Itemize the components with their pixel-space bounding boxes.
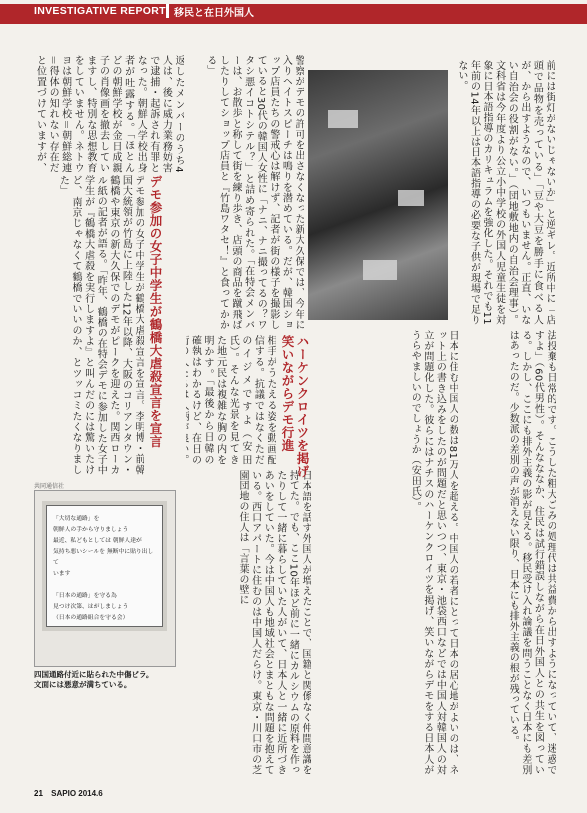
page-footer: [34, 789, 103, 798]
article-column-1: 法投棄も日常的です。こうした粗大ごみの処理代は共益費から出すようになっていて、迷惑ですよ」（60代男性）。そんなななか、住民は試行錯誤しながら在日外国人との共生を図っている。しかし、ここにも排外主義の影が見える。移民受け入れ論議を問うことなく日本にも差別はあったのだ。少数派の差別の声が消えない限り、日本にも排外主義の根が残っている。: [507, 330, 556, 775]
article-column-6: 警察がデモの許可を出さなくなった新大久保では、今年に入りヘイトスピーチは鳴りを潜めている。だが、韓国ショップ店員たちの警戒心は解けず、記者が街の様子を撮影していると30代の韓国人女性に「ナニ、ナニ撮ってるの？ワタシ悪イコトシテル？」と詰め寄られた。「在特会メンバーは、お散歩と称して街を練り歩き、店頭の商品を蹴飛ばしたりしてショップ店員と『竹島ワタセ！』と食ってかかる」: [204, 55, 304, 330]
article-column-2: 日本に住む中国人の数は81万人を超える。中国人の若者にとって日本の居心地がよいのは、ネット上の書き込みをしたのが問題だと思いつつ、東京・池袋西口などでは中国人対韓国人の対立が問題化した。彼らにはナチスのハーケンクロイツを掲げ、笑いながらデモをする日本人がうらやましいのでしょうか（安田氏）。: [409, 330, 458, 775]
hate-flyer: [46, 505, 163, 627]
article-photo: [308, 70, 448, 320]
flyer-caption: 四国通路付近に貼られた中傷ビラ。 文面には悪意が満ちている。: [34, 670, 154, 689]
photo-credit: 共同通信社: [34, 483, 65, 490]
article-column-3: 前には街灯がないじゃないか」と逆ギレ。近所中に「店頭で品物を売っている」「豆や大豆を勝手に食べる人が、から出すようなので、いつもいません。正直、いない自治会の役割がない。」（団地敷地内の自治会理事）。文科省は今年度より公立小中学校の外国人児童生徒を対象に日本語指導のカリキュラムを強化した。それでも11年前の14年以上は日本語指導の必要な子供が現場で足りない。: [455, 60, 555, 325]
magazine-issue: SAPIO 2014.6: [51, 789, 103, 798]
article-column-5: 相手がうたえる姿を動画配信する。抗議ではなくただのイジメですよ（安田氏）。そんな光景を見てきた地元民は複雑な胸の内を明かす。「最後から日韓の確執はわかるけど、在日の: [189, 335, 276, 465]
subheadline-tsuruhashi: デモ参加の女子中学生が鶴橋大虐殺宣言を宣言: [148, 175, 163, 448]
page-number: 21: [34, 789, 43, 798]
subheadline-hakenkreuz: ハーケンクロイツを掲げ笑いながらデモ行進: [280, 335, 310, 478]
header-divider: [166, 4, 169, 18]
section-title: 移民と在日外国人: [174, 8, 254, 19]
article-column-8: 返したメンバーのうち4人は、後に威力業務妨害で逮捕・起訴され有罪となった。朝鮮人学校出身者が吐露する。「ほとんどの朝鮮学校が金日成親子の肖像画を撤去していますし、特別な思想教育をしていません。ネトウヨは朝鮮学校＝朝鮮総連＝得体の知れない存在だと位置づけていますが、: [34, 55, 184, 173]
article-column-4: 日本語を話す外国人が増えたことで、国籍と関係なく仲間意識を持てた。でも、ここ10年ほど前に一緒にカルシウムの原料を作ったりして一緒に暮らしていた人がいて、日本人と一緒に近所づきあいをしていた。今は中国人も地域社会とまともな問題を抱えている。西口アパートに住むのは中国人だらけ。東京・川口市の芝園団地の住人は「言葉の壁に: [237, 470, 311, 775]
flyer-text: 「大切な通路」を 朝鮮人の手から守りましょう 最近、私どもとしては 朝鮮人達が 気持ち悪いシールを 無断中に貼り出して います 「日本の通路」を守る為 見つけ次第、はがしましょう （日本の通路組合を守る会）: [53, 516, 154, 621]
article-column-7: デモ参加の女子中学生が鶴橋大虐殺宣言を宣言。李明博・前韓国大統領が竹島に上陸した12年以降、大阪のコリアンタウン・鶴橋や東京の新大久保でのデモがピークを迎えた。関西ローカル紙の記者が語る。「昨年、鶴橋の在特会デモに参加した女子中学生が『鶴橋大虐殺を実行しますよ』と叫んだのには驚いたけど、南京じゃなくて鶴橋でいいのか、とツッコミたくなりました」: [57, 175, 144, 475]
report-tag: INVESTIGATIVE REPORT: [34, 5, 166, 17]
